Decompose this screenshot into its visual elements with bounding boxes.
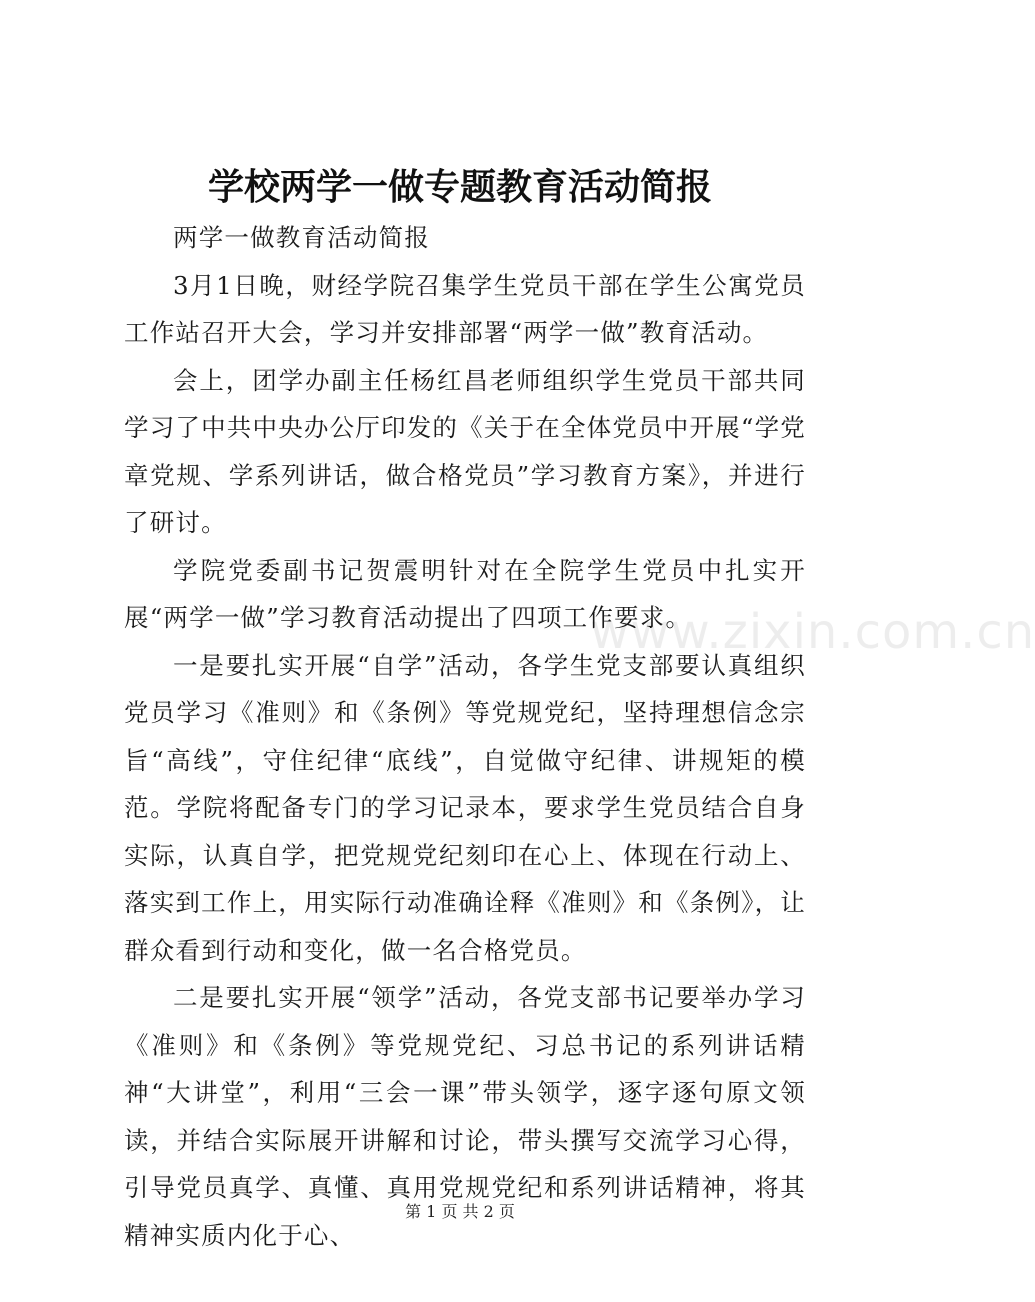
- paragraph-3: 学院党委副书记贺震明针对在全院学生党员中扎实开展“两学一做”学习教育活动提出了四项工作要求。: [124, 555, 806, 632]
- paragraph-4: 一是要扎实开展“自学”活动，各学生党支部要认真组织党员学习《准则》和《条例》等党规党纪，坚持理想信念宗旨“高线”，守住纪律“底线”，自觉做守纪律、讲规矩的模范。学院将配备专门的学习记录本，要求学生党员结合自身实际，认真自学，把党规党纪刻印在心上、体现在行动上、落实到工作上，用实际行动准确诠释《准则》和《条例》，让群众看到行动和变化，做一名合格党员。: [124, 650, 806, 965]
- paragraph-2: 会上，团学办副主任杨红昌老师组织学生党员干部共同学习了中共中央办公厅印发的《关于在全体党员中开展“学党章党规、学系列讲话，做合格党员”学习教育方案》，并进行了研讨。: [124, 365, 806, 537]
- watermark-text: www.zixin.com.cn: [590, 604, 1035, 660]
- document-body: [124, 214, 806, 1259]
- document-title: 学校两学一做专题教育活动简报: [207, 166, 712, 208]
- paragraph-1: 3月1日晚，财经学院召集学生党员干部在学生公寓党员工作站召开大会，学习并安排部署“两学一做”教育活动。: [124, 270, 806, 347]
- paragraph-5: 二是要扎实开展“领学”活动，各党支部书记要举办学习《准则》和《条例》等党规党纪、习总书记的系列讲话精神“大讲堂”，利用“三会一课”带头领学，逐字逐句原文领读，并结合实际展开讲解和讨论，带头撰写交流学习心得，引导党员真学、真懂、真用党规党纪和系列讲话精神，将其精神实质内化于心、: [124, 983, 806, 1250]
- page-footer: 第 1 页 共 2 页: [405, 1202, 515, 1221]
- paragraph-subtitle: 两学一做教育活动简报: [173, 223, 430, 252]
